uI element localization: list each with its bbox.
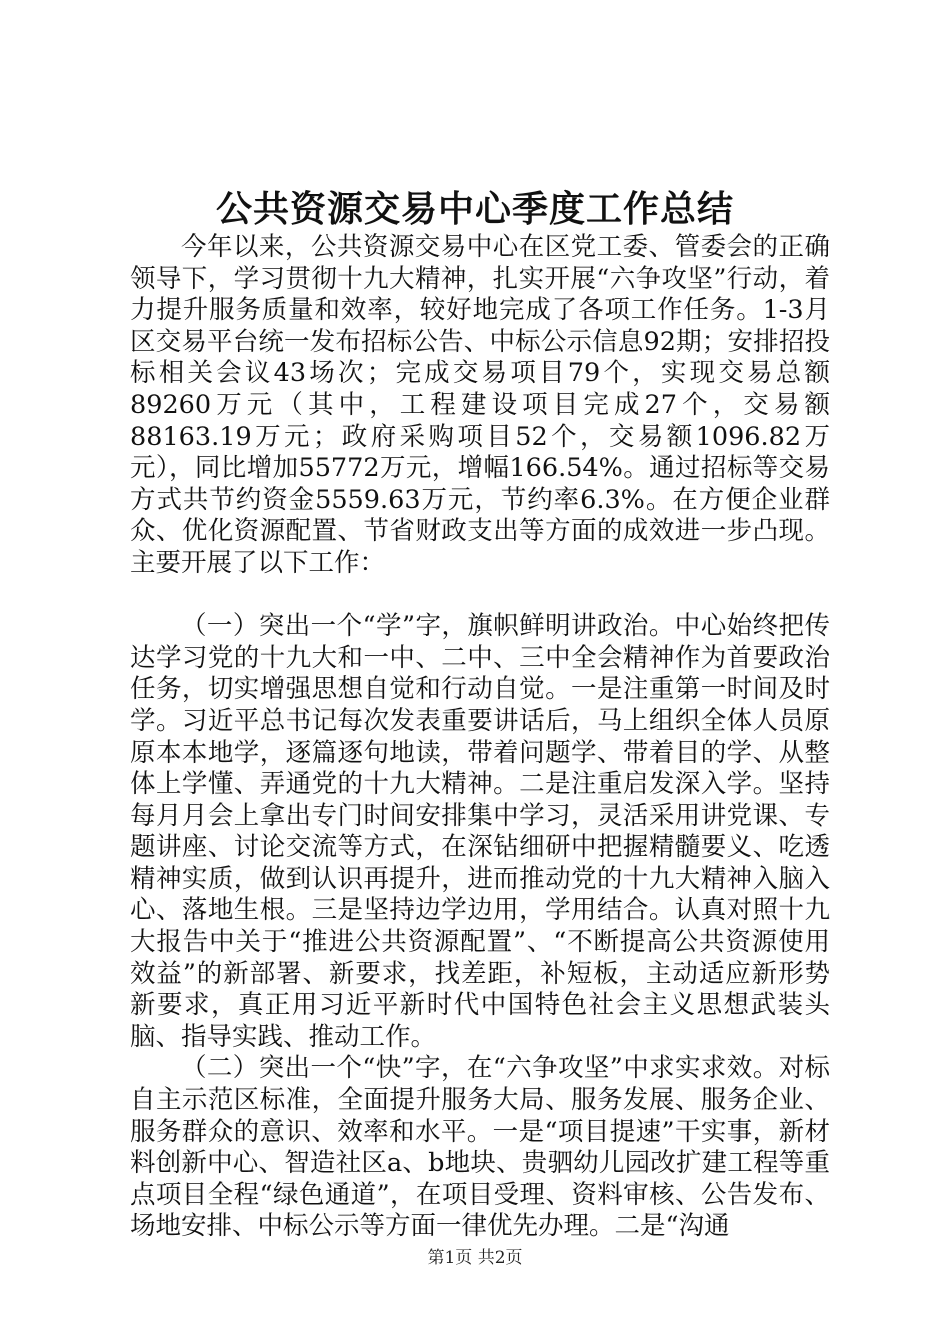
paragraph-section-2: （二）突出一个“快”字，在“六争攻坚”中求实求效。对标自主示范区标准，全面提升服务大局、服务发展、服务企业、服务群众的意识、效率和水平。一是“项目提速”干实事，新材料创新中心、智造社区a、b地块、贵驷幼儿园改扩建工程等重点项目全程“绿色通道”，在项目受理、资料审核、公告发布、场地安排、中标公示等方面一律优先办理。二是“沟通 — [130, 1053, 830, 1242]
page-footer: 第1页 共2页 — [427, 1248, 523, 1268]
paragraph-section-1: （一）突出一个“学”字，旗帜鲜明讲政治。中心始终把传达学习党的十九大和一中、二中、三中全会精神作为首要政治任务，切实增强思想自觉和行动自觉。一是注重第一时间及时学。习近平总书记每次发表重要讲话后，马上组织全体人员原原本本地学，逐篇逐句地读，带着问题学、带着目的学、从整体上学懂、弄通党的十九大精神。二是注重启发深入学。坚持每月月会上拿出专门时间安排集中学习，灵活采用讲党课、专题讲座、讨论交流等方式，在深钻细研中把握精髓要义、吃透精神实质，做到认识再提升，进而推动党的十九大精神入脑入心、落地生根。三是坚持边学边用，学用结合。认真对照十九大报告中关于“推进公共资源配置”、“不断提高公共资源使用效益”的新部署、新要求，找差距，补短板，主动适应新形势新要求，真正用习近平新时代中国特色社会主义思想武装头脑、指导实践、推动工作。 — [130, 611, 830, 1052]
document-title: 公共资源交易中心季度工作总结 — [215, 188, 734, 230]
document-body — [130, 232, 830, 1243]
paragraph-intro: 今年以来，公共资源交易中心在区党工委、管委会的正确领导下，学习贯彻十九大精神，扎实开展“六争攻坚”行动，着力提升服务质量和效率，较好地完成了各项工作任务。1-3月区交易平台统一发布招标公告、中标公示信息92期；安排招投标相关会议43场次；完成交易项目79个，实现交易总额89260万元（其中，工程建设项目完成27个，交易额88163.19万元；政府采购项目52个，交易额1096.82万元），同比增加55772万元，增幅166.54%。通过招标等交易方式共节约资金5559.63万元，节约率6.3%。在方便企业群众、优化资源配置、节省财政支出等方面的成效进一步凸现。主要开展了以下工作： — [130, 232, 830, 578]
